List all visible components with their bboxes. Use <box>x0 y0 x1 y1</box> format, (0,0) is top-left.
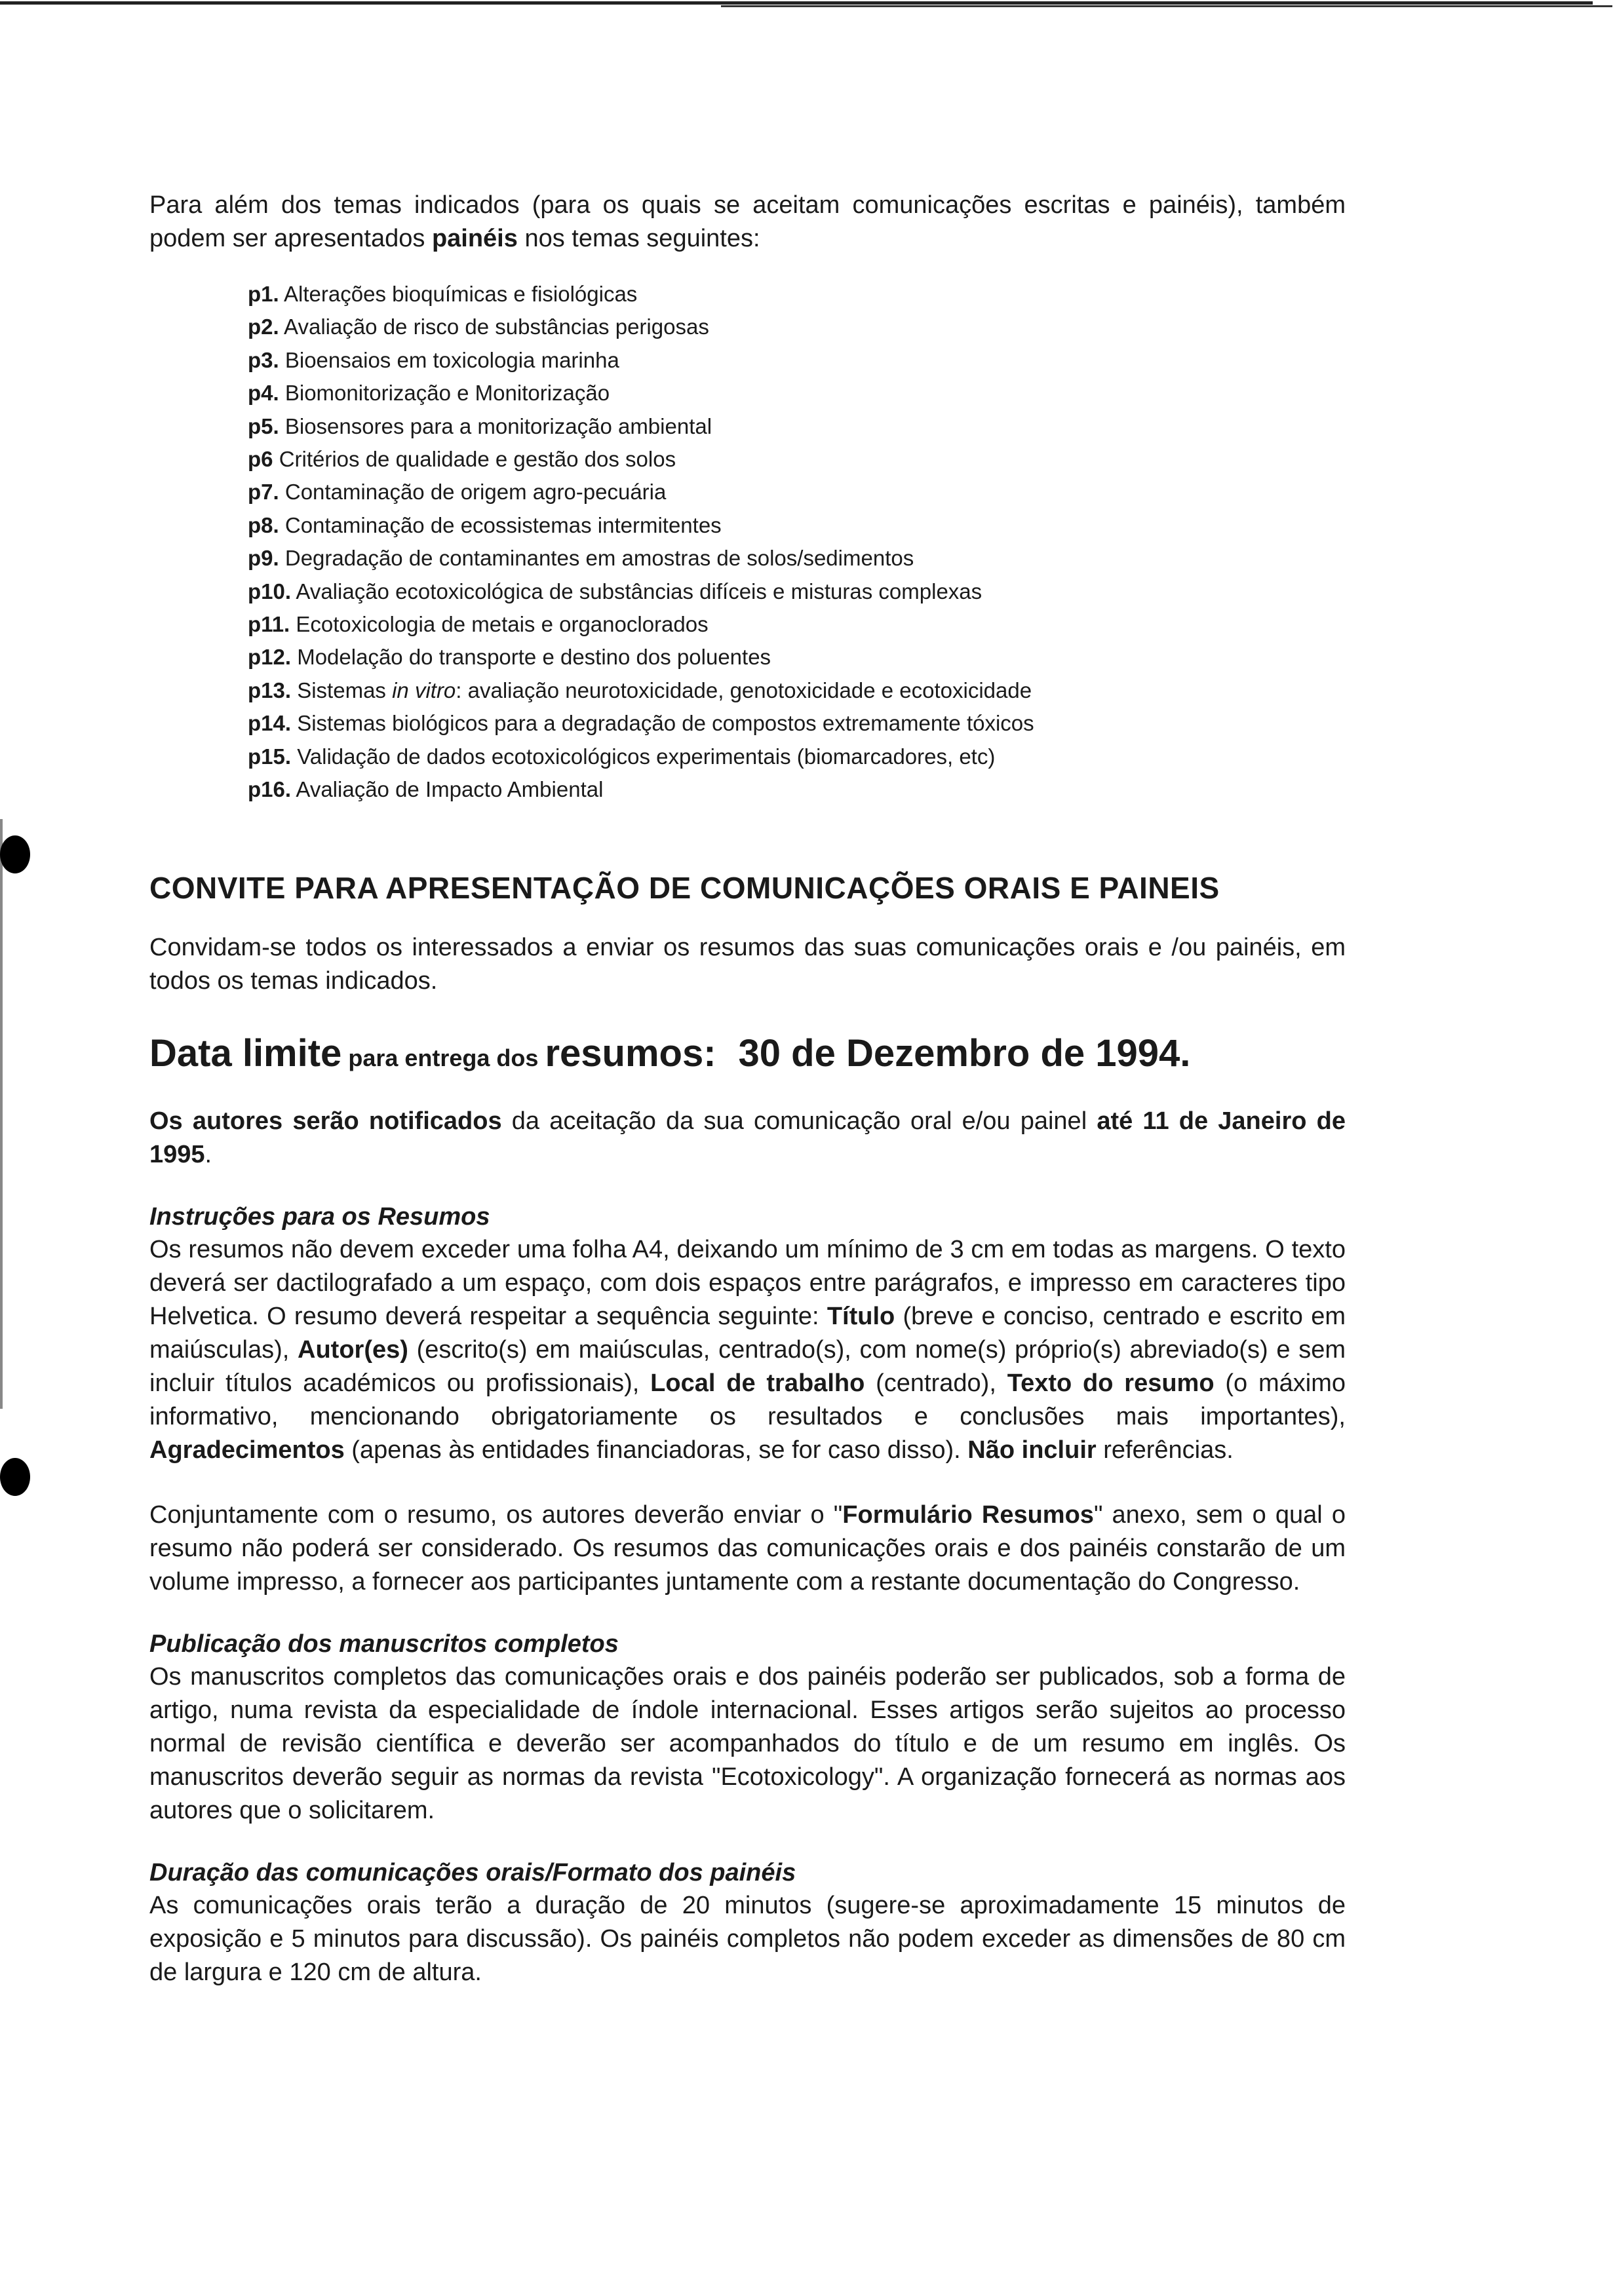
topic-item <box>248 740 1346 773</box>
form-text-end: " anexo, sem o qual o resumo não poderá ser considerado. Os resumos das comunicações orais e dos painéis constarão de um volume impresso, a fornecer aos participantes juntamente com a restante documentação do Congresso. <box>149 1501 1346 1596</box>
instructions-title: Instruções para os Resumos <box>149 1202 490 1231</box>
punch-hole-upper <box>0 835 30 873</box>
notification-paragraph <box>149 1105 1346 1172</box>
topic-item <box>248 707 1346 740</box>
notify-text: da aceitação da sua comunicação oral e/ou painel <box>501 1107 1097 1135</box>
topic-code: p11. <box>248 612 290 637</box>
topic-label: Sistemas biológicos para a degradação de compostos extremamente tóxicos <box>297 711 1034 736</box>
deadline-resumos: resumos: <box>545 1031 716 1075</box>
topic-item <box>248 509 1346 542</box>
topic-code: p15. <box>248 744 292 769</box>
topic-label: Avaliação de risco de substâncias perigosas <box>284 315 709 339</box>
deadline-line <box>149 1031 1346 1086</box>
document-content <box>149 189 1346 1989</box>
topic-label-end: : avaliação neurotoxicidade, genotoxicidade e ecotoxicidade <box>456 678 1032 702</box>
topic-item <box>248 641 1346 674</box>
topic-item <box>248 377 1346 410</box>
topic-code: p9. <box>248 546 279 571</box>
invite-paragraph: Convidam-se todos os interessados a enviar os resumos das suas comunicações orais e /ou painéis, em todos os temas indicados. <box>149 933 1346 995</box>
topic-item <box>248 773 1346 806</box>
topic-code: p1. <box>248 282 279 306</box>
instructions-bold: Agradecimentos <box>149 1436 345 1464</box>
topic-item <box>248 278 1346 311</box>
topic-code: p13. <box>248 678 292 702</box>
topic-item <box>248 542 1346 575</box>
topic-code: p8. <box>248 512 279 537</box>
topic-list <box>248 278 1346 807</box>
duration-paragraph: As comunicações orais terão a duração de 20 minutos (sugere-se aproximadamente 15 minutos de exposição e 5 minutos para discussão). Os painéis completos não podem exceder as dimensões de 80 cm de largura e 120 cm de altura. <box>149 1891 1346 1986</box>
punch-hole-lower <box>0 1458 30 1496</box>
notify-date: até 11 de Janeiro de 1995 <box>149 1107 1346 1168</box>
instructions-text: (apenas às entidades financiadoras, se for caso disso). <box>344 1436 968 1464</box>
form-name: Formulário Resumos <box>842 1501 1094 1529</box>
topic-label: Degradação de contaminantes em amostras de solos/sedimentos <box>284 546 914 571</box>
topic-item <box>248 344 1346 377</box>
scan-edge-shadow <box>0 819 3 1409</box>
topic-code: p3. <box>248 347 279 372</box>
deadline-connector: para entrega dos <box>341 1044 545 1071</box>
topic-code: p6 <box>248 447 273 472</box>
topic-code: p5. <box>248 413 279 438</box>
topic-code: p7. <box>248 480 279 505</box>
instructions-paragraph <box>149 1233 1346 1467</box>
publication-title: Publicação dos manuscritos completos <box>149 1630 619 1658</box>
topic-label: Sistemas <box>297 678 393 702</box>
topic-label: Ecotoxicologia de metais e organoclorados <box>296 612 709 637</box>
instructions-text: (breve e conciso, centrado e escrito em maiúsculas), <box>149 1302 1346 1364</box>
topic-label: Modelação do transporte e destino dos poluentes <box>297 645 771 670</box>
instructions-section <box>149 1200 1346 1467</box>
topic-label: Biomonitorização e Monitorização <box>284 381 610 406</box>
deadline-date: 30 de Dezembro de 1994. <box>738 1031 1191 1075</box>
topic-item <box>248 575 1346 608</box>
deadline-label: Data limite <box>149 1031 342 1075</box>
instructions-bold: Título <box>827 1302 895 1330</box>
duration-section <box>149 1856 1346 1989</box>
instructions-bold: Texto do resumo <box>1007 1369 1215 1397</box>
notify-bold: Os autores serão notificados <box>149 1107 502 1135</box>
topic-item <box>248 674 1346 707</box>
form-paragraph <box>149 1499 1346 1599</box>
instructions-text: referências. <box>1096 1436 1234 1464</box>
form-text: Conjuntamente com o resumo, os autores deverão enviar o " <box>149 1501 843 1529</box>
publication-section <box>149 1628 1346 1827</box>
topic-code: p12. <box>248 645 292 670</box>
instructions-text: (o máximo informativo, mencionando obrigatoriamente os resultados e conclusões mais importantes), <box>149 1369 1346 1430</box>
instructions-bold: Não incluir <box>967 1436 1097 1464</box>
topic-code: p16. <box>248 777 292 802</box>
instructions-text: Os resumos não devem exceder uma folha A4, deixando um mínimo de 3 cm em todas as margens. O texto deverá ser dactilografado a um espaço, com dois espaços entre parágrafos, e impresso em caracteres tipo Helvetica. O resumo deverá respeitar a sequência seguinte: <box>149 1235 1346 1330</box>
publication-paragraph: Os manuscritos completos das comunicações orais e dos painéis poderão ser publicados, sob a forma de artigo, numa revista da especialidade de índole internacional. Esses artigos serão sujeitos ao processo normal de revisão científica e deverão ser acompanhados do título e de um resumo em inglês. Os manuscritos deverão seguir as normas da revista "Ecotoxicology". A organização fornecerá as normas aos autores que o solicitarem. <box>149 1662 1346 1824</box>
topic-item <box>248 476 1346 508</box>
topic-item <box>248 443 1346 476</box>
intro-bold: painéis <box>431 225 518 252</box>
topic-item <box>248 410 1346 443</box>
topic-label: Alterações bioquímicas e fisiológicas <box>284 282 638 306</box>
topic-label: Avaliação ecotoxicológica de substâncias difíceis e misturas complexas <box>296 579 983 603</box>
intro-text: Para além dos temas indicados (para os quais se aceitam comunicações escritas e painéis), também podem ser apresentados <box>149 191 1346 252</box>
topic-item <box>248 311 1346 343</box>
topic-label: Biosensores para a monitorização ambiental <box>284 413 712 438</box>
topic-code: p10. <box>248 579 292 603</box>
section-heading: CONVITE PARA APRESENTAÇÃO DE COMUNICAÇÕES ORAIS E PAINEIS <box>149 870 1220 905</box>
notify-end: . <box>204 1140 212 1168</box>
instructions-text: (centrado), <box>865 1369 1007 1397</box>
instructions-bold: Local de trabalho <box>650 1369 865 1397</box>
topic-code: p2. <box>248 315 279 339</box>
topic-label-italic: in vitro <box>392 678 456 702</box>
instructions-text: (escrito(s) em maiúsculas, centrado(s), com nome(s) próprio(s) abreviado(s) e sem incluir títulos académicos ou profissionais), <box>149 1335 1346 1397</box>
top-border-line <box>0 1 1593 5</box>
topic-code: p4. <box>248 381 279 406</box>
topic-label: Validação de dados ecotoxicológicos experimentais (biomarcadores, etc) <box>297 744 996 769</box>
topic-code: p14. <box>248 711 292 736</box>
top-border-line-secondary <box>721 5 1612 7</box>
topic-label: Contaminação de origem agro-pecuária <box>284 480 667 505</box>
topic-label: Critérios de qualidade e gestão dos solos <box>279 447 676 472</box>
instructions-bold: Autor(es) <box>298 1335 408 1364</box>
topic-label: Contaminação de ecossistemas intermitentes <box>284 512 722 537</box>
intro-paragraph <box>149 189 1346 256</box>
topic-label: Avaliação de Impacto Ambiental <box>296 777 604 802</box>
intro-text-end: nos temas seguintes: <box>517 225 760 252</box>
topic-label: Bioensaios em toxicologia marinha <box>284 347 619 372</box>
topic-item <box>248 608 1346 641</box>
duration-title: Duração das comunicações orais/Formato dos painéis <box>149 1858 796 1886</box>
